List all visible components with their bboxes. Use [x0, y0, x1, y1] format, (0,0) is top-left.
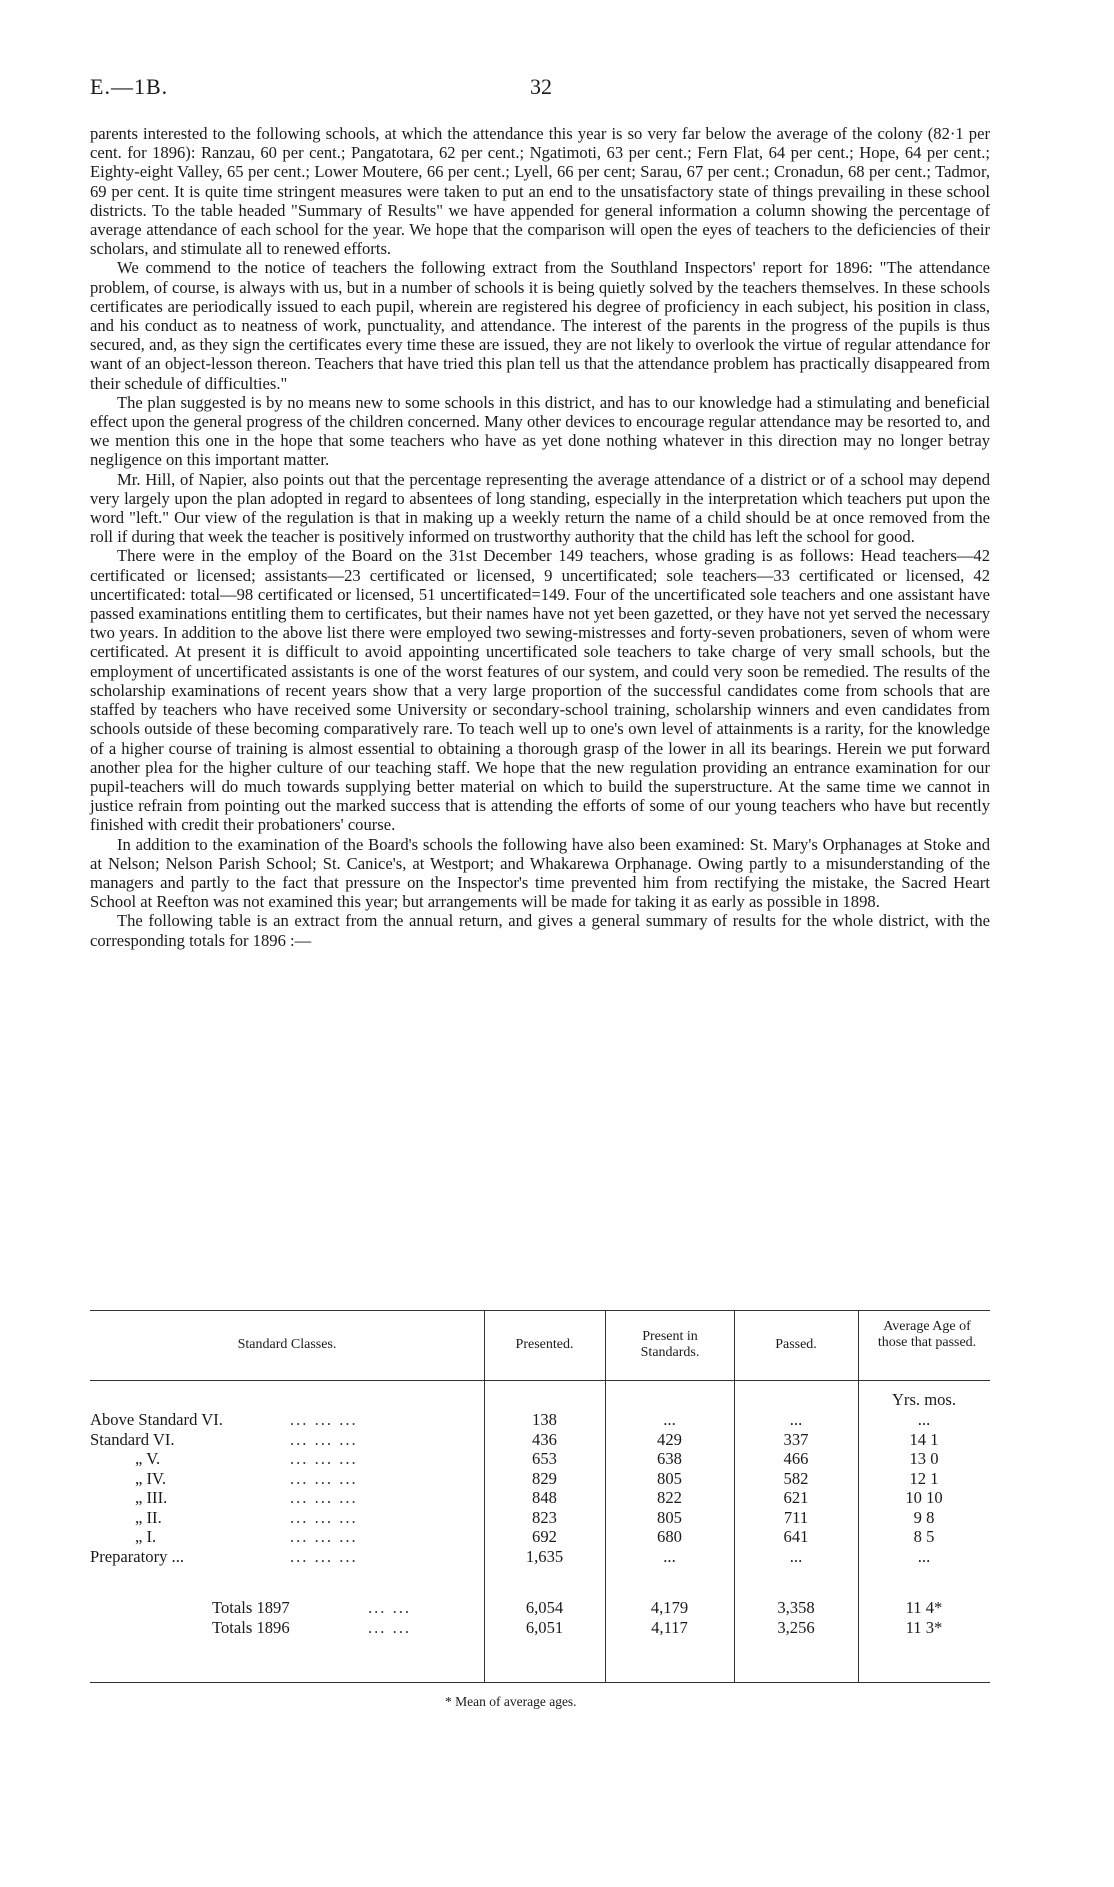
paragraph: The following table is an extract from the annual return, and gives a general summary of results for the whole district, with the corresponding totals for 1896 :— [90, 911, 990, 950]
paragraph: Mr. Hill, of Napier, also points out that the percentage representing the average attendance of a district or of a school may depend very largely upon the plan adopted in regard to absentees of long standing, especially in the interpretation which teachers put upon the word "left." Our view of the regulation is that in making up a weekly return the name of a child should be at once removed from the roll if during that week the teacher is positively informed on trustworthy authority that the child has left the school for good. [90, 469, 990, 547]
cell-present: 805 [657, 1507, 682, 1527]
cell-presented: 823 [532, 1507, 557, 1527]
cell-presented: 436 [532, 1429, 557, 1449]
cell-present: 638 [657, 1449, 682, 1468]
cell-present: 4,179 [650, 1598, 689, 1617]
cell-age: 13 0 [909, 1449, 939, 1468]
header-average-age: Average Age of those that passed. [877, 1319, 977, 1350]
leader-dots: ... ... ... [290, 1488, 358, 1507]
paragraph: There were in the employ of the Board on the 31st December 149 teachers, whose grading is as follows: Head teachers—42 certificated or licensed; assistants—23 certificated or licensed, 9 uncertificated; sole teachers—33 certificated or licensed, 42 uncertificated: total—98 certificated or licensed, 51 uncertificated=149. Four of the uncertificated sole teachers and one assistant have passed examinations entitling them to certificates, but their names have not yet been gazetted, or they have not yet served the necessary two years. In addition to the above list there were employed two sewing-mistresses and forty-seven probationers, seven of whom were certificated. At present it is difficult to avoid appointing uncertificated sole teachers to take charge of very small schools, but the employment of uncertificated assistants is one of the worst features of our system, and could very soon be remedied. The results of the scholarship examinations of recent years show that a very large proportion of the successful candidates come from schools that are staffed by teachers who have received some University or secondary-school training, scholarship winners and even candidates from schools outside of these becoming comparatively rare. To teach well up to one's own level of attainments is a rarity, for the knowledge of a higher course of training is almost essential to obtaining a thorough grasp of the lower in all its bearings. Herein we put forward another plea for the higher culture of our teaching staff. We hope that the new regulation providing an entrance examination for our pupil-teachers will do much towards supplying better material on which to build the superstructure. At the same time we cannot in justice refrain from pointing out the marked success that is attending the efforts of some of our young teachers who have but recently finished with credit their probationers' course. [90, 546, 990, 835]
leader-dots: ... ... ... [290, 1546, 358, 1566]
document-code: E.—1B. [90, 74, 169, 99]
cell-presented: 6,054 [525, 1598, 564, 1617]
cell-presented: 692 [532, 1527, 557, 1546]
leader-dots: ... ... ... [290, 1507, 358, 1527]
header-present-in-standards: Present in Standards. [640, 1329, 700, 1360]
cell-passed: 337 [783, 1429, 809, 1449]
age-unit-label: Yrs. mos. [891, 1390, 957, 1409]
paragraph: In addition to the examination of the Board's schools the following have also been examined: St. Mary's Orphanages at Stoke and at Nelson; Nelson Parish School; St. Canice's, at Westport; and Whakarewa Orphanage. Owing partly to a misunderstanding of the managers and partly to the fact that pressure on the Inspector's time prevented him from rectifying the mistake, the Sacred Heart School at Reefton was not examined this year; but arrangements will be made for taking it as early as possible in 1898. [90, 834, 990, 912]
cell-present: 429 [657, 1429, 682, 1449]
row-label: „ IV. [135, 1468, 167, 1488]
page-number: 32 [530, 74, 552, 99]
page-header [90, 74, 990, 104]
leader-dots: ... ... ... [290, 1449, 358, 1468]
row-label: Preparatory ... [90, 1546, 184, 1566]
leader-dots: ... ... ... [290, 1527, 358, 1546]
cell-passed: 582 [783, 1468, 809, 1488]
cell-passed: 3,256 [777, 1617, 815, 1637]
cell-age: 9 8 [913, 1507, 935, 1527]
cell-passed: 641 [783, 1527, 809, 1546]
cell-age: 14 1 [909, 1429, 939, 1449]
totals-label: Totals 1896 [212, 1617, 290, 1637]
row-label: „ II. [135, 1507, 162, 1527]
cell-age: 11 4* [905, 1598, 943, 1617]
cell-present: ... [663, 1546, 676, 1566]
cell-age: 10 10 [905, 1488, 943, 1507]
leader-dots: ... ... ... [290, 1468, 358, 1488]
cell-age: 11 3* [905, 1617, 943, 1637]
leader-dots: ... ... [368, 1598, 412, 1617]
cell-passed: 711 [783, 1507, 809, 1527]
cell-presented: 653 [532, 1449, 557, 1468]
cell-present: 4,117 [651, 1617, 688, 1637]
cell-passed: 621 [783, 1488, 809, 1507]
cell-passed: 3,358 [777, 1598, 815, 1617]
cell-presented: 1,635 [525, 1546, 564, 1566]
header-standard-classes: Standard Classes. [237, 1337, 337, 1352]
header-presented: Presented. [515, 1337, 574, 1352]
cell-age: ... [917, 1546, 931, 1566]
row-label: „ V. [135, 1449, 161, 1468]
table-bottom-rule [90, 1682, 990, 1683]
row-label: „ I. [135, 1527, 157, 1546]
cell-age: ... [917, 1410, 931, 1429]
body-text [90, 124, 990, 950]
cell-presented: 138 [532, 1410, 557, 1429]
cell-present: ... [663, 1410, 676, 1429]
row-label: „ III. [135, 1488, 168, 1507]
leader-dots: ... ... [368, 1617, 412, 1637]
row-label: Standard VI. [90, 1429, 175, 1449]
leader-dots: ... ... ... [290, 1429, 358, 1449]
cell-present: 822 [657, 1488, 682, 1507]
cell-presented: 848 [532, 1488, 557, 1507]
row-label: Above Standard VI. [90, 1410, 223, 1429]
cell-age: 12 1 [909, 1468, 939, 1488]
table-top-rule [90, 1310, 990, 1311]
paragraph: parents interested to the following schools, at which the attendance this year is so very far below the average of the colony (82·1 per cent. for 1896): Ranzau, 60 per cent.; Pangatotara, 62 per cent.; Ngatimoti, 63 per cent.; Fern Flat, 64 per cent.; Hope, 64 per cent.; Eighty-eight Valley, 65 per cent.; Lower Moutere, 66 per cent.; Lyell, 66 per cent; Sarau, 67 per cent.; Cronadun, 68 per cent.; Tadmor, 69 per cent. It is quite time stringent measures were taken to put an end to the unsatisfactory state of things prevailing in these school districts. To the table headed "Summary of Results" we have appended for general information a column showing the percentage of average attendance of each school for the year. We hope that the comparison will open the eyes of teachers to the deficiencies of their scholars, and stimulate all to renewed efforts. [90, 124, 990, 259]
cell-presented: 6,051 [525, 1617, 564, 1637]
cell-passed: ... [789, 1410, 803, 1429]
cell-presented: 829 [532, 1468, 557, 1488]
paragraph: We commend to the notice of teachers the following extract from the Southland Inspectors' report for 1896: "The attendance problem, of course, is always with us, but in a number of schools it is being quietly solved by the teachers themselves. In these schools certificates are periodically issued to each pupil, wherein are registered his degree of proficiency in each subject, his position in class, and his conduct as to neatness of work, punctuality, and attendance. The interest of the parents in the progress of the pupils is thus secured, and, as they sign the certificates every time these are issued, they are not likely to overlook the virtue of regular attendance for want of an object-lesson thereon. Teachers that have tried this plan tell us that the attendance problem has practically disappeared from their schedule of difficulties." [90, 258, 990, 393]
cell-passed: 466 [783, 1449, 809, 1468]
summary-table [90, 1310, 990, 1690]
header-passed: Passed. [775, 1337, 817, 1352]
totals-label: Totals 1897 [212, 1598, 290, 1617]
cell-passed: ... [789, 1546, 803, 1566]
cell-age: 8 5 [913, 1527, 935, 1546]
paragraph: The plan suggested is by no means new to some schools in this district, and has to our knowledge had a stimulating and beneficial effect upon the general progress of the children concerned. Many other devices to encourage regular attendance may be resorted to, and we mention this one in the hope that some teachers who have as yet done nothing whatever in this direction may no longer betray negligence on this important matter. [90, 392, 990, 470]
leader-dots: ... ... ... [290, 1410, 358, 1429]
table-footnote: * Mean of average ages. [445, 1694, 577, 1709]
cell-present: 680 [657, 1527, 682, 1546]
table-header-rule [90, 1380, 990, 1381]
cell-present: 805 [657, 1468, 682, 1488]
